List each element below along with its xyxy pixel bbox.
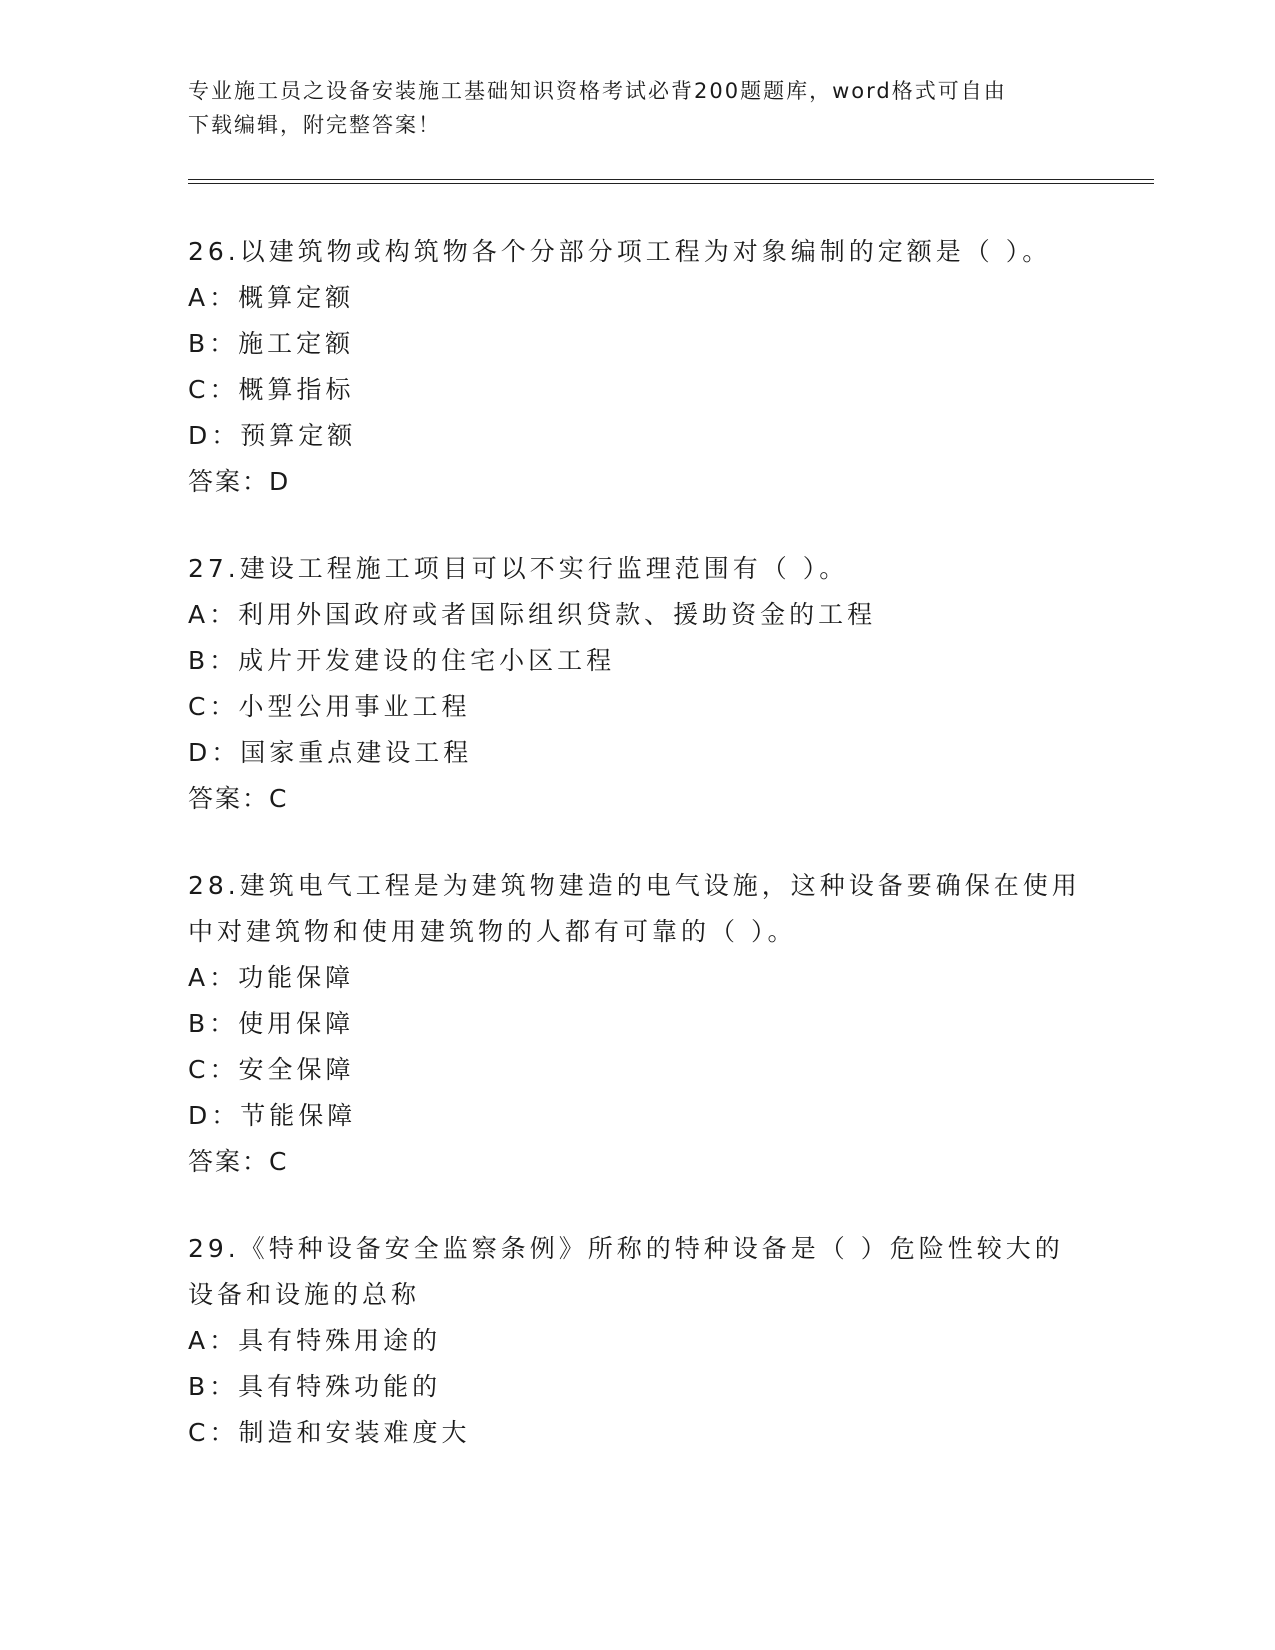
option-a: A：具有特殊用途的 bbox=[188, 1326, 442, 1355]
option-c: C：制造和安装难度大 bbox=[188, 1418, 471, 1447]
question-stem-line-2: 设备和设施的总称 bbox=[188, 1280, 421, 1309]
question-stem: 26.以建筑物或构筑物各个分部分项工程为对象编制的定额是（ ）。 bbox=[188, 237, 1052, 266]
option-d: D：预算定额 bbox=[188, 421, 357, 450]
header-title-line-2: 下载编辑，附完整答案！ bbox=[188, 113, 441, 137]
option-a: A：概算定额 bbox=[188, 283, 355, 312]
question-stem: 27.建设工程施工项目可以不实行监理范围有（ ）。 bbox=[188, 554, 849, 583]
option-b: B：具有特殊功能的 bbox=[188, 1372, 442, 1401]
answer: 答案：C bbox=[188, 784, 289, 813]
header-title-line-1: 专业施工员之设备安装施工基础知识资格考试必背200题题库，word格式可自由 bbox=[188, 79, 1007, 103]
question-27 bbox=[188, 546, 1088, 822]
option-d: D：节能保障 bbox=[188, 1101, 357, 1130]
option-d: D：国家重点建设工程 bbox=[188, 738, 473, 767]
question-28 bbox=[188, 863, 1088, 1185]
question-stem-line-2: 中对建筑物和使用建筑物的人都有可靠的（ ）。 bbox=[188, 917, 797, 946]
answer: 答案：D bbox=[188, 467, 291, 496]
answer: 答案：C bbox=[188, 1147, 289, 1176]
option-a: A：功能保障 bbox=[188, 963, 355, 992]
question-stem-line-1: 29.《特种设备安全监察条例》所称的特种设备是（ ）危险性较大的 bbox=[188, 1234, 1064, 1263]
header-divider-bottom bbox=[188, 183, 1154, 184]
document-header bbox=[188, 74, 1088, 142]
option-c: C：安全保障 bbox=[188, 1055, 355, 1084]
question-29 bbox=[188, 1226, 1088, 1456]
option-b: B：使用保障 bbox=[188, 1009, 355, 1038]
option-b: B：施工定额 bbox=[188, 329, 355, 358]
option-c: C：概算指标 bbox=[188, 375, 355, 404]
header-divider-top bbox=[188, 179, 1154, 180]
option-c: C：小型公用事业工程 bbox=[188, 692, 471, 721]
question-26 bbox=[188, 229, 1088, 505]
option-a: A：利用外国政府或者国际组织贷款、援助资金的工程 bbox=[188, 600, 877, 629]
question-stem-line-1: 28.建筑电气工程是为建筑物建造的电气设施，这种设备要确保在使用 bbox=[188, 871, 1081, 900]
option-b: B：成片开发建设的住宅小区工程 bbox=[188, 646, 616, 675]
